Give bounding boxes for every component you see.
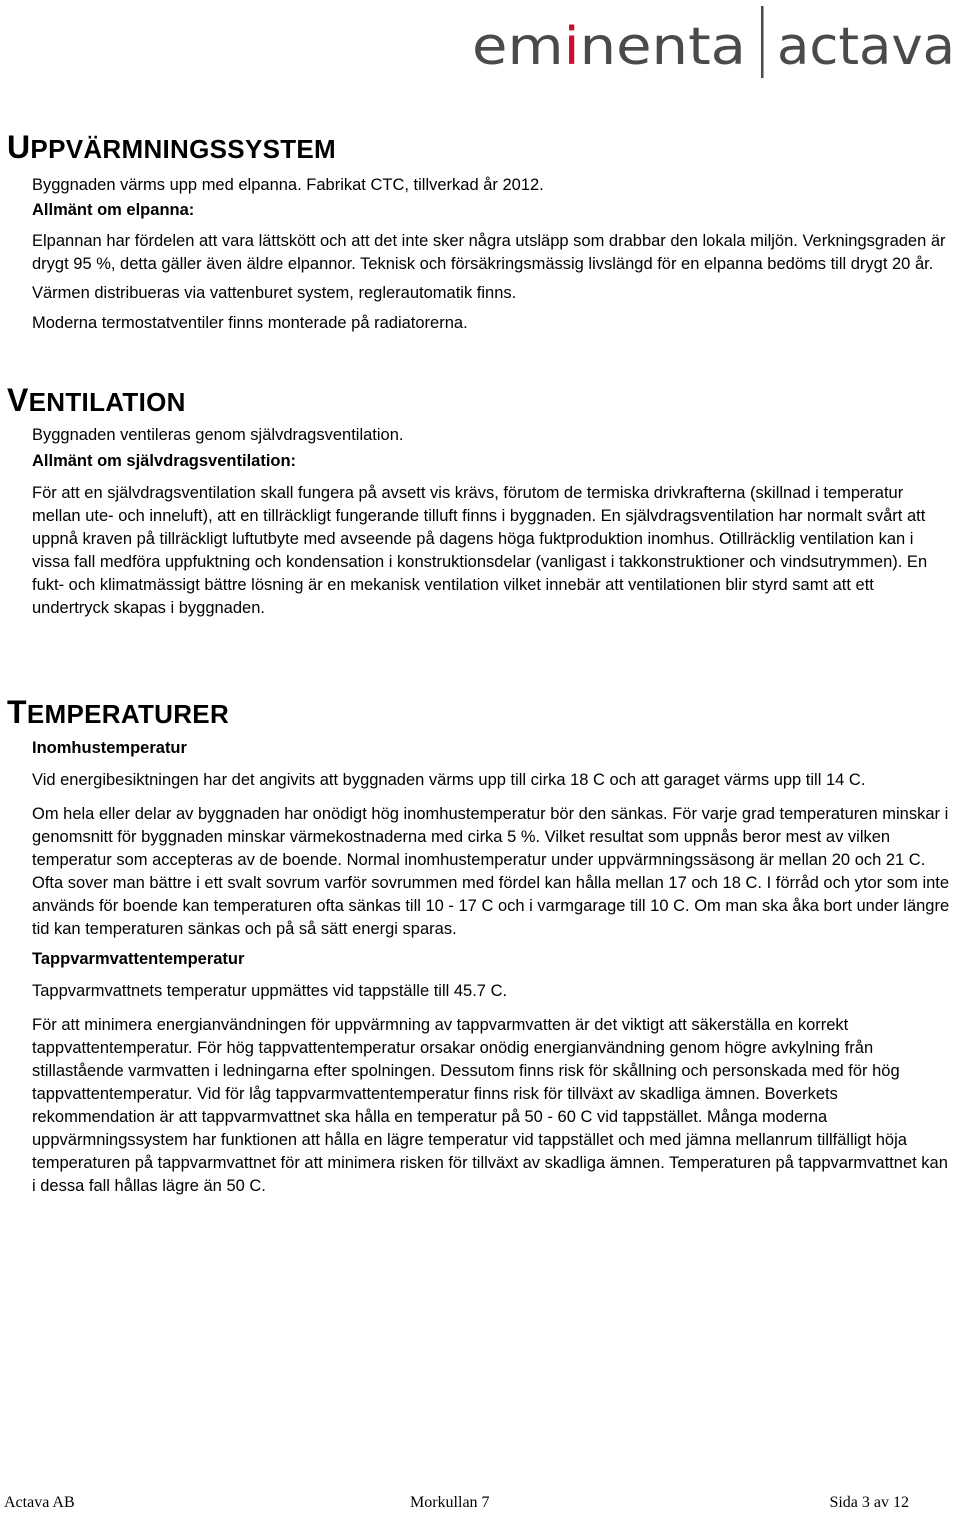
tap-water-label: Tappvarmvattentemperatur: [32, 950, 245, 968]
indoor-temp-label: Inomhustemperatur: [32, 739, 187, 757]
logo-graphic: [472, 6, 958, 78]
indoor-temp-p1: Vid energibesiktningen har det angivits att byggnaden värms upp till cirka 18 C och att garaget värms upp till 14 C.: [32, 771, 866, 789]
company-logo: [472, 6, 958, 78]
logo-actava: actava: [777, 17, 955, 77]
elpanna-about-label: Allmänt om elpanna:: [32, 201, 195, 219]
heating-distribution: Värmen distribueras via vattenburet system, reglerautomatik finns.: [32, 284, 517, 302]
page-footer: [0, 1485, 960, 1515]
ventilation-section: [32, 424, 952, 620]
ventilation-about-label: Allmänt om självdragsventilation:: [32, 452, 297, 470]
ventilation-intro: Byggnaden ventileras genom självdragsventilation.: [32, 426, 404, 444]
temperatures-heading: TEMPERATURER: [7, 694, 230, 730]
heating-heading: UPPVÄRMNINGSSYSTEM: [7, 129, 337, 165]
ventilation-heading: VENTILATION: [7, 382, 186, 418]
footer-property: Morkullan 7: [410, 1494, 490, 1511]
heating-valves: Moderna termostatventiler finns monterade på radiatorerna.: [32, 314, 468, 332]
heating-intro: Byggnaden värms upp med elpanna. Fabrikat CTC, tillverkad år 2012.: [32, 176, 544, 194]
tap-water-p2: För att minimera energianvändningen för uppvärmning av tappvarmvatten är det viktigt att säkerställa en korrekt tappvattentemperatur. För hög tappvattentemperatur orsakar onödig energianvändning genom högre avkylning från stillastående varmvatten i ledningarna efter spolningen. Dessutom finns risk för skållning och personskada med för hög tappvattentemperatur. Vid för låg tappvarmvattentemperatur finns risk för tillväxt av skadliga ämnen. Boverkets rekommendation är att tappvarmvattnet ska hålla en temperatur på 50 - 60 C vid tappstället. Många moderna uppvärmningssystem har funktionen att hålla en lägre temperatur vid tappstället och med jämna mellanrum tillfälligt höja temperaturen på tappvarmvattnet för att minimera risken för tillväxt av skadliga ämnen. Temperaturen på tappvarmvattnet kan i dessa fall hållas lägre än 50 C.: [32, 1016, 948, 1195]
tap-water-p1: Tappvarmvattnets temperatur uppmättes vid tappställe till 45.7 C.: [32, 982, 508, 1000]
logo-divider: [761, 6, 764, 78]
temperatures-section: [32, 737, 952, 1198]
logo-eminenta: em inenta: [472, 17, 730, 77]
indoor-temp-p2: Om hela eller delar av byggnaden har onödigt hög inomhustemperatur bör den sänkas. För varje grad temperaturen minskar i genomsnitt för byggnaden minskar värmekostnaderna med cirka 5 %. Vilket resultat som uppnås beror mest av vilken temperatur som accepteras av de boende. Normal inomhustemperatur under uppvärmningssäsong är mellan 20 och 21 C. Ofta sover man bättre i ett svalt sovrum varför sovrummen med fördel kan hålla mellan 17 och 18 C. I förråd och ytor som inte används för boende kan temperaturen ofta sänkas till 10 - 17 C och i varmgarage till 10 C. Om man ska åka bort under längre tid kan temperaturen sänkas och på så sätt energi sparas.: [32, 805, 950, 938]
elpanna-about-text: Elpannan har fördelen att vara lättskött och att det inte sker några utsläpp som drabbar den lokala miljön. Verkningsgraden är drygt 95 %, detta gäller även äldre elpannor. Teknisk och försäkringsmässig livslängd för en elpanna bedöms till drygt 20 år.: [32, 232, 946, 273]
heating-section: [32, 174, 952, 335]
ventilation-about-text: För att en självdragsventilation skall fungera på avsett vis krävs, förutom de termiska drivkrafterna (skillnad i temperatur mellan ute- och inneluft), att en tillräckligt fungerande tilluft finns i byggnaden. En självdragsventilation har normalt svårt att uppnå kraven på tillräckligt luftutbyte med avseende på dagens höga fuktproduktion inomhus. Otillräcklig ventilation kan i vissa fall medföra uppfuktning och kondensation i konstruktionsdelar (vanligast i takkonstruktioner och vindsutrymmen). En fukt- och klimatmässigt bättre lösning är en mekanisk ventilation vilket innebär att ventilationen blir styrd samt att ett undertryck skapas i byggnaden.: [32, 484, 928, 617]
footer-page-number: Sida 3 av 12: [829, 1494, 909, 1511]
footer-company: Actava AB: [4, 1494, 75, 1511]
